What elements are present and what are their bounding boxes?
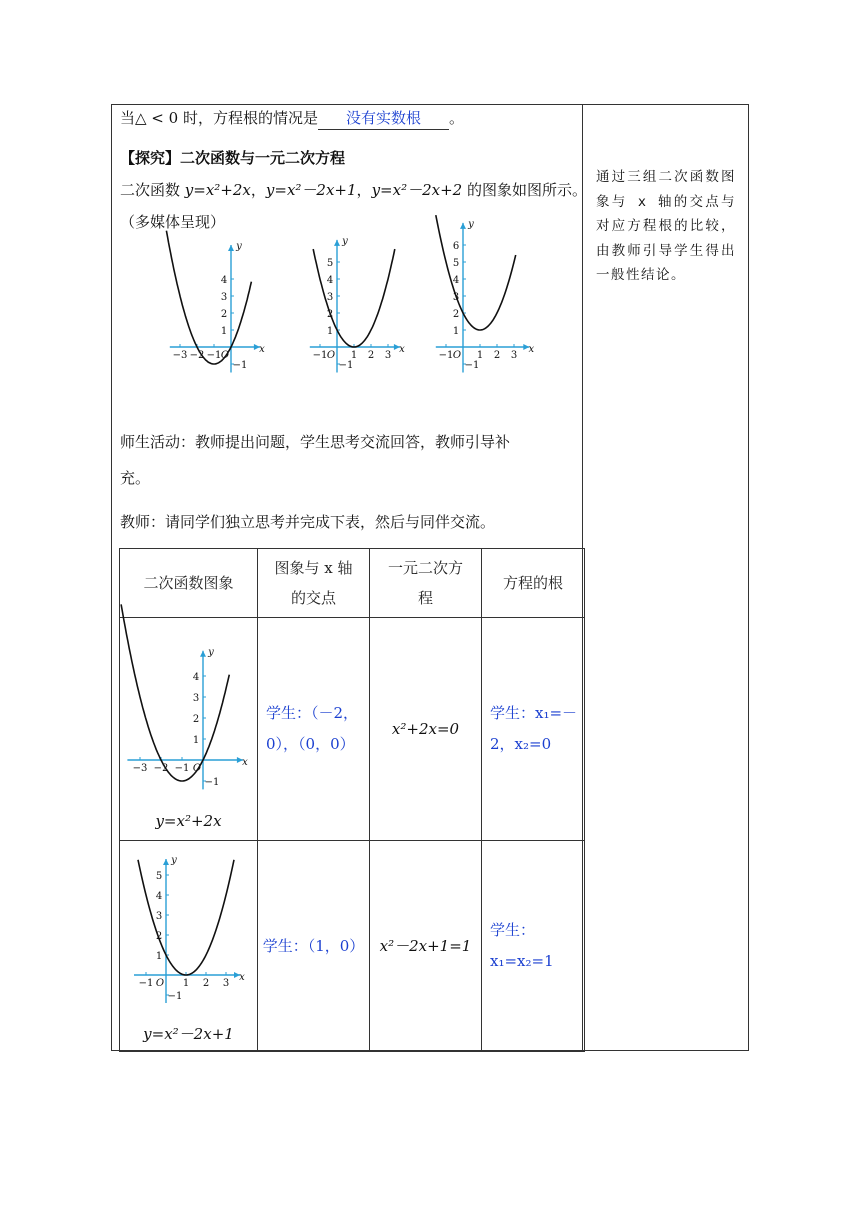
x-tick-label: −1	[174, 763, 190, 774]
y-tick-label: 5	[326, 258, 334, 269]
y-tick-label: 1	[220, 326, 228, 337]
y-tick-label: 4	[452, 275, 460, 286]
y-tick-label: 4	[220, 275, 228, 286]
parabola-curve	[121, 604, 229, 781]
y-tick-label: −1	[167, 990, 183, 1002]
graph-2	[310, 236, 405, 373]
y-axis-label: y	[208, 646, 214, 658]
row-1-intersection: 学生：（－2，0），（0，0）	[258, 618, 370, 841]
x-tick-label: −3	[132, 763, 148, 774]
y-axis-label: y	[468, 218, 474, 230]
row-2-intersection: 学生：（1，0）	[258, 841, 370, 1052]
y-tick-label: −1	[204, 777, 220, 788]
graph-3	[436, 215, 535, 372]
teacher-instruction: 教师：请同学们独立思考并完成下表，然后与同伴交流。	[120, 513, 496, 531]
y-axis-arrow	[163, 859, 169, 865]
y-tick-label: −1	[232, 360, 248, 371]
y-tick-label: 1	[155, 950, 163, 962]
y-tick-label: 4	[326, 275, 334, 286]
y-axis-label: y	[342, 235, 348, 247]
functions-prefix: 二次函数	[120, 181, 181, 199]
x-tick-label: −3	[172, 350, 188, 361]
y-axis-label: y	[171, 854, 177, 866]
parabola-curve	[138, 859, 234, 974]
origin-label: O	[155, 977, 165, 989]
row-1-roots: 学生：x₁=－2，x₂=0	[482, 618, 585, 841]
origin-label: O	[452, 350, 462, 361]
y-tick-label: 3	[155, 910, 163, 922]
media-note: （多媒体呈现）	[120, 213, 226, 231]
row-1-graph-svg	[120, 628, 257, 808]
intro-prefix: 当△ < 0 时，方程根的情况是	[120, 109, 318, 127]
row-2-equation: x²－2x+1=1	[370, 841, 482, 1052]
intro-suffix: 。	[448, 109, 464, 127]
y-tick-label: 4	[192, 672, 200, 683]
y-tick-label: 1	[192, 735, 200, 746]
row-1-graph	[120, 618, 258, 841]
y-tick-label: 1	[326, 326, 334, 337]
y-tick-label: 3	[220, 292, 228, 303]
activity-line-2: 充。	[120, 469, 151, 487]
x-tick-label: 3	[222, 977, 230, 989]
x-axis-label: x	[242, 757, 248, 768]
table-row	[120, 618, 585, 841]
header-graph: 二次函数图象	[120, 549, 258, 618]
x-axis-label: x	[528, 344, 535, 355]
y-axis-arrow	[334, 240, 340, 246]
y-axis-arrow	[460, 223, 466, 229]
functions-line: 二次函数 y=x²+2x，y=x²－2x+1，y=x²－2x+2 的图象如图所示。	[120, 181, 587, 199]
y-tick-label: 3	[452, 292, 460, 303]
x-axis-label: x	[259, 344, 265, 355]
y-tick-label: 2	[155, 930, 163, 942]
x-tick-label: −1	[438, 350, 454, 361]
x-tick-label: −2	[189, 350, 205, 361]
row-2-roots: 学生：x₁=x₂=1	[482, 841, 585, 1052]
y-tick-label: 3	[326, 292, 334, 303]
origin-label: O	[192, 763, 202, 774]
row-2-caption: y=x²－2x+1	[143, 1024, 234, 1043]
x-tick-label: 2	[493, 350, 501, 361]
parabola-curve	[313, 249, 395, 347]
y-tick-label: 2	[452, 309, 460, 320]
y-tick-label: 6	[452, 241, 460, 252]
y-tick-label: 2	[192, 714, 200, 725]
lesson-table-frame	[111, 104, 749, 1051]
y-tick-label: 2	[220, 309, 228, 320]
x-tick-label: 3	[510, 350, 518, 361]
x-tick-label: 1	[350, 350, 358, 361]
parabola-curve	[436, 215, 516, 330]
y-axis-arrow	[200, 651, 206, 657]
function-3: y=x²－2x+2	[371, 181, 463, 199]
row-2-graph-svg	[120, 849, 257, 1019]
y-axis-arrow	[228, 245, 234, 251]
intro-line	[120, 107, 464, 130]
y-tick-label: 3	[192, 693, 200, 704]
teaching-note: 通过三组二次函数图象与 x 轴的交点与对应方程根的比较，由教师引导学生得出一般性结论。	[596, 169, 736, 283]
table-row	[120, 841, 585, 1052]
section-title: 【探究】二次函数与一元二次方程	[120, 149, 346, 167]
header-equation: 一元二次方程	[370, 549, 482, 618]
y-tick-label: 5	[155, 870, 163, 882]
table-header-row	[120, 549, 585, 618]
functions-suffix: 的图象如图所示。	[466, 181, 587, 199]
y-tick-label: 5	[452, 258, 460, 269]
x-tick-label: 3	[384, 350, 392, 361]
row-1-equation: x²+2x=0	[370, 618, 482, 841]
intro-answer: 没有实数根	[318, 107, 449, 130]
graph-1	[166, 231, 265, 373]
function-2: y=x²－2x+1	[265, 181, 357, 199]
y-tick-label: −1	[464, 360, 480, 371]
x-tick-label: 1	[182, 977, 190, 989]
x-tick-label: −1	[206, 350, 222, 361]
header-intersection: 图象与 x 轴的交点	[258, 549, 370, 618]
x-tick-label: 2	[367, 350, 375, 361]
function-1: y=x²+2x	[184, 181, 251, 199]
header-roots: 方程的根	[482, 549, 585, 618]
y-axis-label: y	[236, 241, 242, 252]
x-tick-label: −2	[153, 763, 169, 774]
roots-table	[119, 548, 585, 1052]
y-tick-label: 2	[326, 309, 334, 320]
y-tick-label: −1	[338, 360, 354, 371]
y-tick-label: 1	[452, 326, 460, 337]
activity-line-1: 师生活动：教师提出问题，学生思考交流回答，教师引导补	[120, 433, 511, 451]
x-axis-label: x	[399, 344, 405, 355]
row-1-caption: y=x²+2x	[155, 812, 222, 830]
x-tick-label: −1	[138, 977, 154, 989]
x-tick-label: 2	[202, 977, 210, 989]
x-axis-label: x	[239, 971, 245, 983]
row-2-graph	[120, 841, 258, 1052]
origin-label: O	[220, 350, 230, 361]
y-tick-label: 4	[155, 890, 163, 902]
x-tick-label: −1	[312, 350, 328, 361]
origin-label: O	[326, 350, 336, 361]
x-tick-label: 1	[476, 350, 484, 361]
